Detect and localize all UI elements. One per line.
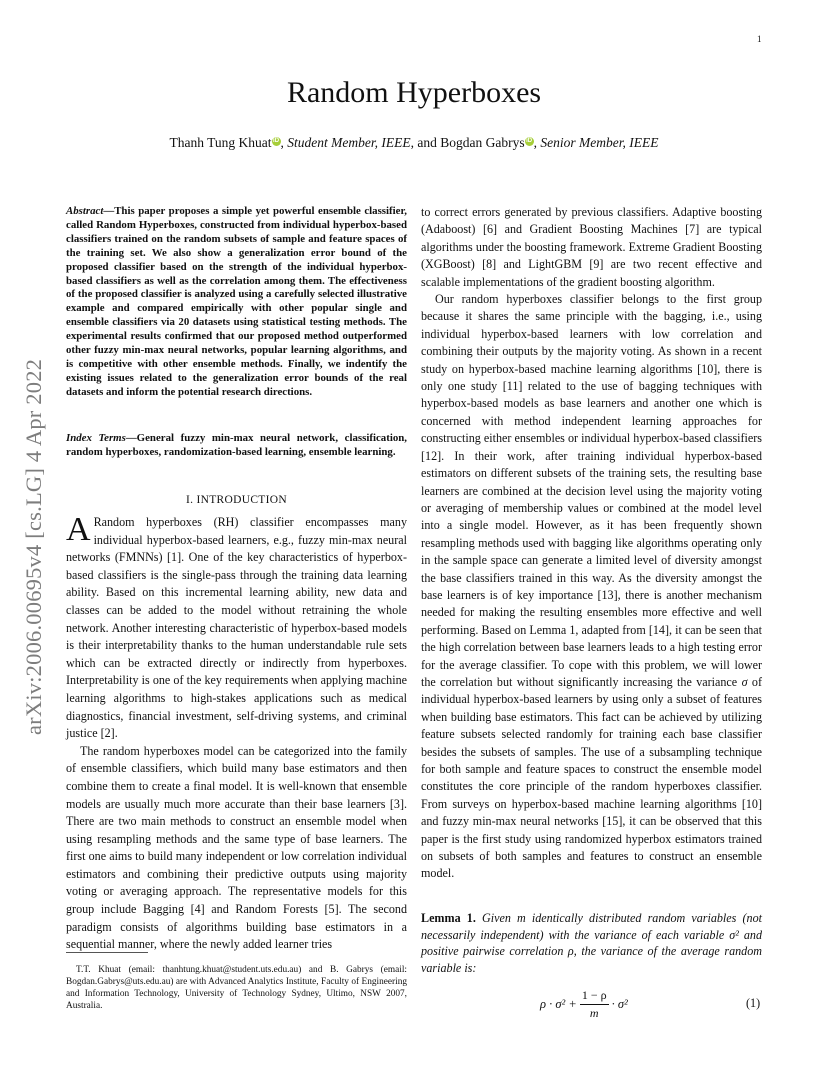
- arxiv-stamp: arXiv:2006.00695v4 [cs.LG] 4 Apr 2022: [21, 358, 46, 735]
- right-column-text: [421, 204, 762, 883]
- right-paragraph-1: to correct errors generated by previous classifiers. Adaptive boosting (Adaboost) [6] and Gradient Boosting Machines [7] are typical algorithms under the boosting framework. Extreme Gradient Boosting (XGBoost) [8] and LightGBM [9] are two recent effective and scalable implementations of the gradient boosting algorithm.: [421, 205, 762, 289]
- equation: [540, 988, 628, 1021]
- fraction-numerator: 1 − ρ: [580, 988, 609, 1005]
- abstract: [66, 205, 407, 400]
- equation-lhs: ρ · σ² +: [540, 997, 577, 1011]
- author-role-1: Student Member, IEEE: [287, 135, 411, 150]
- section-heading: I. INTRODUCTION: [186, 494, 287, 506]
- page-number: 1: [757, 34, 762, 44]
- index-terms-label: Index Terms: [66, 432, 126, 444]
- author-role-2: Senior Member, IEEE: [540, 135, 659, 150]
- paper-title: Random Hyperboxes: [286, 76, 542, 109]
- lemma: [421, 910, 762, 976]
- right-paragraph-2: Our random hyperboxes classifier belongs to the first group because it shares the same principle with the bagging, i.e., using individual hyperbox-based learners with low correlation and combining their outputs by the majority voting. As shown in a recent study on hyperbox-based machine learning algorithms [10], there is only one study [11] related to the use of bagging techniques with hyperbox-based models as base learners and another one which is concerned with method independent learning approaches for constructing either ensembles or individual hyperbox-based classifiers [12]. In their work, after training individual hyperbox-based estimators on different subsets of the training sets, the resulting base learners are combined at the decision level using the majority voting or averaging of membership values or combined at the model level into a single model. However, as it has been frequently shown resampling methods used with bagging like algorithms operating only in the sample space can generate a limited level of diversity amongst the base classifiers trained in this way. As the diversity amongst the base learners is of key importance [13], there is another mechanism needed for making the resulting ensembles more effective and well performing. Based on Lemma 1, adapted from [14], it can be seen that the high correlation between base learners leads to a high testing error for the average classifier. To cope with this problem, we will lower the correlation but without significantly increasing the variance σ of individual hyperbox-based learners by using only a subset of features when building base estimators. This fact can be achieved by utilizing feature subsets selected randomly for training each base classifier besides the subsets of samples. The use of a subsampling technique for both sample and feature spaces to construct the ensemble model constitutes the core principle of the random hyperboxes classifier. From surveys on hyperbox-based machine learning algorithms [10] and fuzzy min-max neural networks [15], it can be observed that this paper is the first study using randomized hyperbox estimators trained on subsets of both samples and features to construct an ensemble model.: [421, 292, 762, 881]
- author-name-1: Thanh Tung Khuat: [169, 135, 272, 150]
- author-name-2: , and Bogdan Gabrys: [410, 135, 525, 150]
- abstract-text: —This paper proposes a simple yet powerful ensemble classifier, called Random Hyperboxes, constructed from individual hyperbox-based classifiers trained on the random subsets of sample and feature spaces of the training set. We also show a generalization error bound of the proposed classifier based on the strength of the individual hyperbox-based classifiers as well as the correlation among them. The effectiveness of the proposed classifier is analyzed using a carefully selected illustrative example and compared empirically with other popular single and ensemble classifiers via 20 datasets using statistical testing methods. The experimental results confirmed that our proposed method outperformed other fuzzy min-max neural networks, popular learning algorithms, and is competitive with other ensemble methods. Finally, we indentify the existing issues related to the generalization error bounds of the real datasets and inform the potential research directions.: [66, 205, 407, 398]
- footnote: T.T. Khuat (email: thanhtung.khuat@student.uts.edu.au) and B. Gabrys (email: Bogdan.Gabrys@uts.edu.au) are with Advanced Analytics Institute, Faculty of Engineering and Information Technology, University of Technology Sydney, Ultimo, NSW 2007, Australia.: [66, 965, 407, 1011]
- lemma-text: Given m identically distributed random variables (not necessarily independent) with the variance of each variable σ² and positive pairwise correlation ρ, the variance of the average random variable is:: [421, 911, 762, 975]
- equation-rhs: · σ²: [611, 997, 628, 1011]
- intro-paragraph-1: Random hyperboxes (RH) classifier encompasses many individual hyperbox-based learners, e.g., fuzzy min-max neural networks (FMNNs) [1]. One of the key characteristics of hyperbox-based classifiers is the single-pass through the training data learning ability. Based on this incremental learning ability, new data and classes can be added to the model without retraining the whole network. Another interesting characteristic of hyperbox-based models is their interpretability thanks to the human understandable rule sets which can be extracted directly or indirectly from hyperboxes. Interpretability is one of the key requirements when applying machine learning algorithms to high-stakes applications such as medical diagnostics, financial investment, self-driving systems, and criminal justice [2].: [66, 515, 407, 741]
- equation-number: (1): [746, 996, 761, 1010]
- index-terms: [66, 432, 407, 460]
- orcid-icon[interactable]: iD: [273, 137, 280, 144]
- intro-paragraph-2: The random hyperboxes model can be categorized into the family of ensemble classifiers, which build many base estimators and then combine them to create a final model. It is well-known that ensemble models are usually much more accurate than their base learners [3]. There are two main methods to construct an ensemble model when using resampling methods and the same type of base learners. The first one aims to build many independent or low correlation individual estimators and combining their predictive outputs using majority voting or averaging approach. The representative models for this group include Bagging [4] and Random Forests [5]. The second paradigm consists of algorithms building base estimators in a sequential manner, where the newly added learner tries: [66, 743, 407, 952]
- lemma-label: Lemma 1.: [421, 911, 476, 925]
- drop-cap: A: [66, 511, 91, 548]
- orcid-icon[interactable]: iD: [526, 137, 533, 144]
- author-line: Thanh Tung Khuat iD , Student Member, IEEE, and Bogdan Gabrys iD , Senior Member, IEEE: [169, 135, 659, 150]
- abstract-label: Abstract: [66, 205, 104, 217]
- equation-fraction: [580, 988, 609, 1021]
- footnote-divider: [66, 952, 148, 953]
- sigma-symbol: σ: [741, 674, 748, 689]
- intro-text: [66, 511, 407, 954]
- fraction-denominator: m: [589, 1006, 599, 1020]
- index-terms-text: —General fuzzy min-max neural network, classification, random hyperboxes, randomization-based learning, ensemble learning.: [66, 432, 407, 458]
